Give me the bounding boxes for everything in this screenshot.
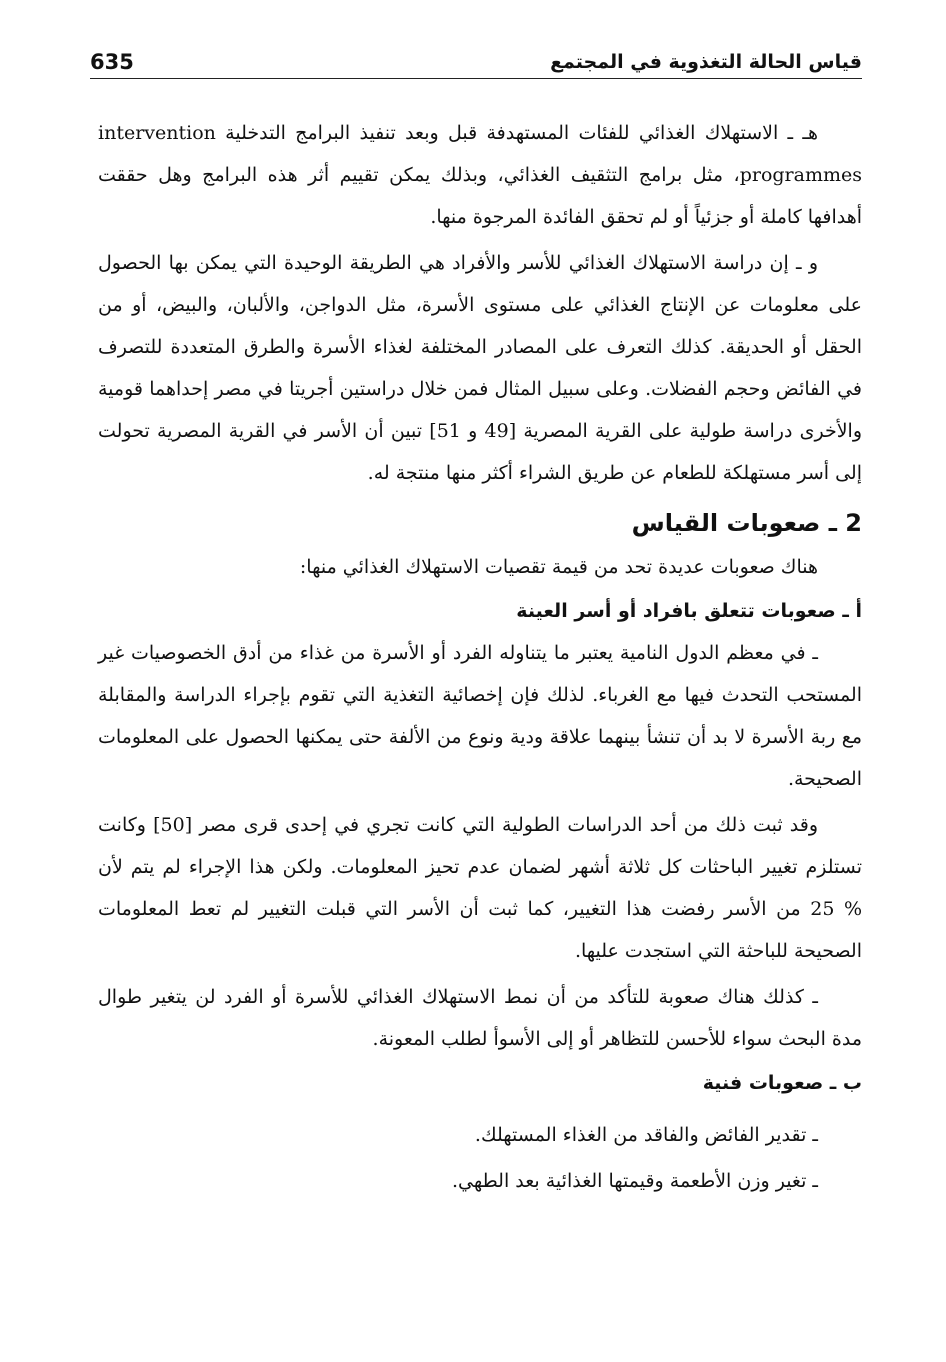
reference-citation: [50] xyxy=(153,814,193,836)
subsection-a-heading: أ ـ صعوبات تتعلق بافراد أو أسر العينة xyxy=(516,600,862,622)
page-body xyxy=(98,112,862,1204)
paragraph-2-text-end: من الأسر رفضت هذا التغيير، كما ثبت أن الأسر التي قبلت التغيير لم تعط المعلومات الصحيحة للباحثة التي استجدت عليها. xyxy=(98,898,862,962)
paragraph-h xyxy=(98,112,862,238)
list-item: ـ تقدير الفائض والفاقد من الغذاء المستهلك. xyxy=(98,1112,818,1158)
paragraph-w xyxy=(98,242,862,494)
page-header xyxy=(90,46,862,78)
reference-citation: [49 و 51] xyxy=(429,420,517,442)
paragraph-h-text-end: ، مثل برامج التثقيف الغذائي، وبذلك يمكن تقييم أثر هذه البرامج وهل حققت أهدافها كاملة أو جزئياً أو لم تحقق الفائدة المرجوة منها. xyxy=(98,164,862,228)
percentage-value: 25 % xyxy=(810,898,862,920)
english-term: intervention programmes xyxy=(98,122,862,186)
paragraph-2-text-mid: وكانت تستلزم تغيير الباحثات كل ثلاثة أشهر لضمان عدم تحيز المعلومات. ولكن هذا الإجراء لم يتم لأن xyxy=(98,814,862,878)
paragraph-h-text-start: هـ ـ الاستهلاك الغذائي للفئات المستهدفة قبل وبعد تنفيذ البرامج التدخلية xyxy=(225,122,818,144)
running-title: قياس الحالة التغذوية في المجتمع xyxy=(550,51,862,73)
section-intro: هناك صعوبات عديدة تحد من قيمة تقصيات الاستهلاك الغذائي منها: xyxy=(299,556,818,578)
header-rule xyxy=(90,78,862,79)
paragraph-2-text-start: وقد ثبت ذلك من أحد الدراسات الطولية التي كانت تجري في إحدى قرى مصر xyxy=(199,814,819,836)
section-heading: 2 ـ صعوبات القياس xyxy=(631,509,862,537)
technical-difficulties-list xyxy=(98,1112,862,1204)
paragraph-w-text-end: تبين أن الأسر في القرية المصرية تحولت إلى أسر مستهلكة للطعام عن طريق الشراء أكثر منها منتجة له. xyxy=(98,420,862,484)
subsection-a-paragraph-3: ـ كذلك هناك صعوبة للتأكد من أن نمط الاستهلاك الغذائي للأسرة أو الفرد لن يتغير طوال مدة البحث سواء للأحسن للتظاهر أو إلى الأسوأ لطلب المعونة. xyxy=(98,986,862,1050)
paragraph-w-text-start: و ـ إن دراسة الاستهلاك الغذائي للأسر والأفراد هي الطريقة الوحيدة التي يمكن بها الحصول على معلومات عن الإنتاج الغذائي على مستوى الأسرة، مثل الدواجن، والألبان، والبيض، أو من الحقل أو الحديقة. كذلك التعرف على المصادر المختلفة لغذاء الأسرة والطرق المتعددة للتصرف في الفائض وحجم الفضلات. وعلى سبيل المثال فمن خلال دراستين أجريتا في مصر إحداهما قومية والأخرى دراسة طولية على القرية المصرية xyxy=(98,252,863,442)
list-item: ـ تغير وزن الأطعمة وقيمتها الغذائية بعد الطهي. xyxy=(98,1158,818,1204)
subsection-a-paragraph-2 xyxy=(98,804,862,972)
page-number: 635 xyxy=(90,50,134,74)
subsection-a-paragraph-1: ـ في معظم الدول النامية يعتبر ما يتناوله الفرد أو الأسرة من غذاء من أدق الخصوصيات غير المستحب التحدث فيها مع الغرباء. لذلك فإن إخصائية التغذية التي تقوم بإجراء الدراسة والمقابلة مع ربة الأسرة لا بد أن تنشأ بينهما علاقة ودية ونوع من الألفة حتى يمكنها الحصول على المعلومات الصحيحة. xyxy=(98,642,862,790)
subsection-b-heading: ب ـ صعوبات فنية xyxy=(702,1072,862,1094)
